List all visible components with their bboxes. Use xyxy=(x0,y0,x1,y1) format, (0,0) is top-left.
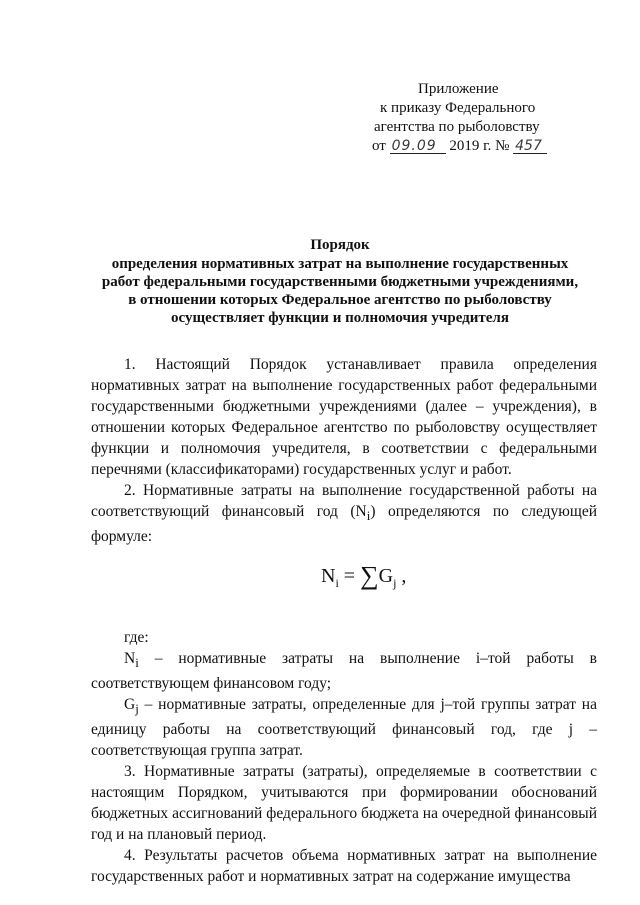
paragraph-2 xyxy=(91,480,597,547)
document-title xyxy=(100,236,580,327)
formula-tail: , xyxy=(396,565,407,588)
formula-rhs: G xyxy=(378,565,394,588)
formula-lhs: N xyxy=(321,565,336,588)
definition-gj-text: – нормативные затраты, определенные для j–той группы затрат на единицу работы на соответствующий финансовый год, где j – соответствующая группа затрат. xyxy=(91,696,597,760)
paragraph-1: 1. Настоящий Порядок устанавливает правила определения нормативных затрат на выполнение государственных работ федеральными государственными бюджетными учреждениями (далее – учреждения), в отношении которых Федеральное агентство по рыболовству осуществляет функции и полномочия учредителя, в соответствии с федеральными перечнями (классификаторами) государственных услуг и работ. xyxy=(91,356,597,478)
appendix-agency-line: агентства по рыболовству xyxy=(374,119,540,135)
definition-ni-text: – нормативные затраты на выполнение i–той работы в соответствующем финансовом году; xyxy=(91,650,597,693)
paragraph-4: 4. Результаты расчетов объема нормативных затрат на выполнение государственных работ и нормативных затрат на содержание имущества xyxy=(91,847,597,886)
paragraph-2-before: 2. Нормативные затраты на выполнение государственной работы на соответствующий финансовый год (N xyxy=(91,482,597,520)
title-subheading: определения нормативных затрат на выполнение государственных работ федеральными государственными бюджетными учреждениями, в отношении которых Федеральное агентство по рыболовству осуществляет функции и полномочия учредителя xyxy=(101,256,579,326)
document-body xyxy=(91,354,597,887)
title-heading: Порядок xyxy=(310,237,370,253)
paragraph-2-subscript: i xyxy=(366,508,371,524)
formula-block xyxy=(91,559,597,619)
appendix-year-text: 2019 г. № xyxy=(449,138,510,154)
appendix-order-line: к приказу Федерального xyxy=(380,100,536,116)
definition-gj-symbol: G xyxy=(124,696,136,714)
appendix-title: Приложение xyxy=(418,81,499,97)
appendix-date-line xyxy=(372,137,572,156)
appendix-block xyxy=(372,80,572,156)
definition-ni-symbol: N xyxy=(124,650,136,668)
paragraph-2-after: ) определяются по следующей формуле: xyxy=(91,503,597,546)
definition-ni xyxy=(91,648,597,694)
definition-gj xyxy=(91,694,597,761)
formula xyxy=(321,561,407,594)
definition-gj-subscript: j xyxy=(135,701,139,717)
sum-symbol: ∑ xyxy=(360,561,379,591)
formula-lhs-subscript: i xyxy=(335,576,339,591)
definition-ni-subscript: i xyxy=(135,655,139,671)
formula-equals: = xyxy=(338,565,361,588)
handwritten-date: 09.09 xyxy=(390,139,446,154)
paragraph-3: 3. Нормативные затраты (затраты), определяемые в соответствии с настоящим Порядком, учитываются при формировании обоснований бюджетных ассигнований федерального бюджета на очередной финансовый год и на плановый период. xyxy=(91,763,597,844)
formula-rhs-subscript: j xyxy=(393,576,397,591)
handwritten-number: 457 xyxy=(513,139,547,154)
where-label: где: xyxy=(124,629,149,647)
appendix-from-prefix: от xyxy=(372,138,386,154)
